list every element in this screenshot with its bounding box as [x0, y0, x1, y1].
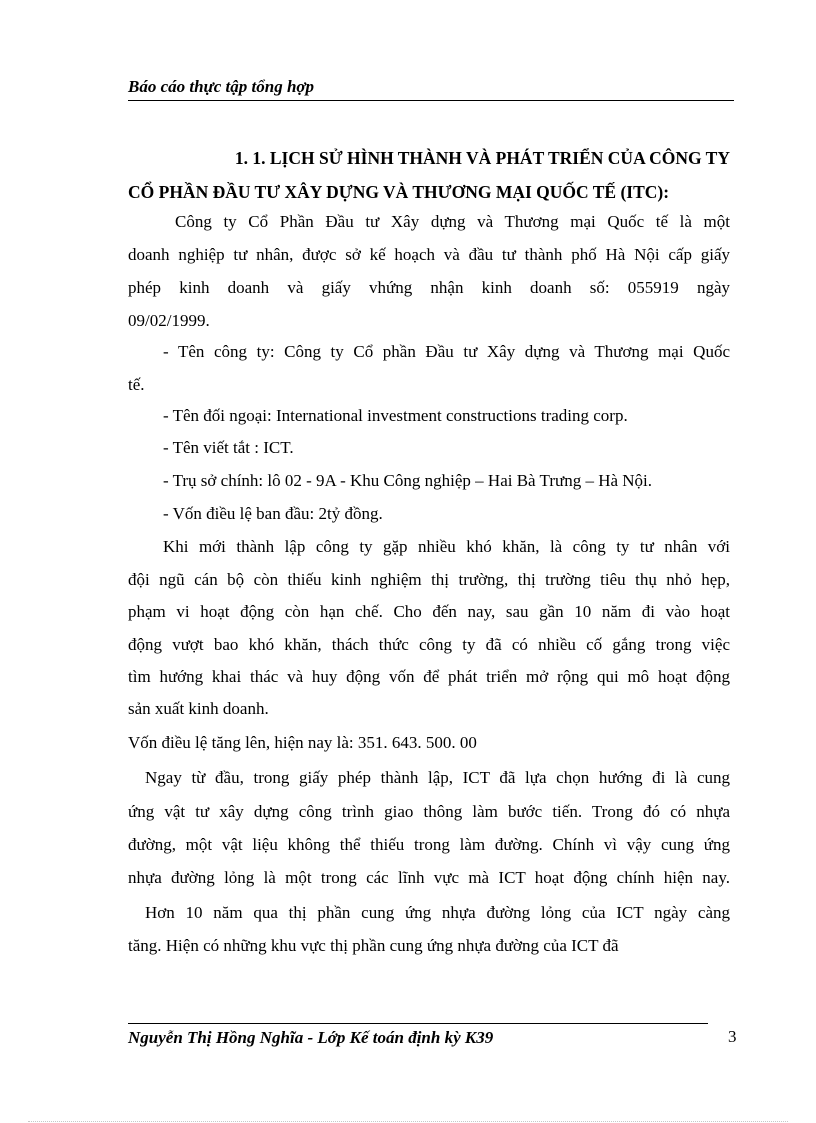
paragraph-2-line: Khi mới thành lập công ty gặp nhiều khó khăn, là công ty tư nhân với: [163, 537, 730, 556]
paragraph-2-line: phạm vi hoạt động còn hạn chế. Cho đến nay, sau gần 10 năm đi vào hoạt: [128, 602, 730, 621]
page-number: 3: [728, 1027, 737, 1046]
headquarters: - Trụ sở chính: lô 02 - 9A - Khu Công nghiệp – Hai Bà Trưng – Hà Nội.: [163, 471, 653, 490]
company-name-line: tế.: [128, 375, 145, 394]
paragraph-2-line: tìm hướng khai thác và huy động vốn để phát triển mở rộng qui mô hoạt động: [128, 667, 730, 686]
paragraph-4-line: tăng. Hiện có những khu vực thị phần cung ứng nhựa đường của ICT đã: [128, 936, 619, 955]
company-name-line: - Tên công ty: Công ty Cổ phần Đầu tư Xây dựng và Thương mại Quốc: [163, 342, 730, 361]
paragraph-3-line: ứng vật tư xây dựng công trình giao thông làm bước tiến. Trong đó có nhựa: [128, 802, 730, 821]
foreign-name: - Tên đối ngoại: International investment constructions trading corp.: [163, 406, 628, 425]
page-bottom-border: [28, 1121, 788, 1122]
footer-author: Nguyễn Thị Hồng Nghĩa - Lớp Kế toán định kỳ K39: [128, 1028, 494, 1047]
heading-line-2: CỔ PHẦN ĐẦU TƯ XÂY DỰNG VÀ THƯƠNG MẠI QUỐC TẾ (ITC):: [128, 182, 670, 202]
paragraph-4-line: Hơn 10 năm qua thị phần cung ứng nhựa đường lỏng của ICT ngày càng: [145, 903, 730, 922]
paragraph-1-line: doanh nghiệp tư nhân, được sở kế hoạch và đầu tư thành phố Hà Nội cấp giấy: [128, 245, 730, 264]
paragraph-3-line: đường, một vật liệu không thể thiếu trong làm đường. Chính vì vậy cung ứng: [128, 835, 730, 854]
paragraph-2-line: đội ngũ cán bộ còn thiếu kinh nghiệm thị trường, thị trường tiêu thụ nhỏ hẹp,: [128, 570, 730, 589]
heading-line-1: 1. 1. LỊCH SỬ HÌNH THÀNH VÀ PHÁT TRIỂN CỦA CÔNG TY: [234, 148, 730, 168]
header-divider: [128, 100, 734, 101]
paragraph-3-line: nhựa đường lỏng là một trong các lĩnh vực mà ICT hoạt động chính hiện nay.: [128, 868, 730, 887]
paragraph-1-line: Công ty Cổ Phần Đầu tư Xây dựng và Thương mại Quốc tế là một: [175, 212, 730, 231]
current-capital: Vốn điều lệ tăng lên, hiện nay là: 351. 643. 500. 00: [128, 733, 477, 752]
paragraph-3-line: Ngay từ đầu, trong giấy phép thành lập, ICT đã lựa chọn hướng đi là cung: [145, 768, 730, 787]
paragraph-2-line: động vượt bao khó khăn, thách thức công ty đã có nhiều cố gắng trong việc: [128, 635, 730, 654]
short-name: - Tên viết tắt : ICT.: [163, 438, 294, 457]
paragraph-2-line: sản xuất kinh doanh.: [128, 699, 269, 718]
paragraph-1-line: 09/02/1999.: [128, 311, 210, 330]
footer-divider: [128, 1023, 708, 1024]
initial-capital: - Vốn điều lệ ban đầu: 2tỷ đồng.: [163, 504, 383, 523]
report-title: Báo cáo thực tập tổng hợp: [128, 77, 315, 96]
paragraph-1-line: phép kinh doanh và giấy vhứng nhận kinh doanh số: 055919 ngày: [128, 278, 730, 297]
